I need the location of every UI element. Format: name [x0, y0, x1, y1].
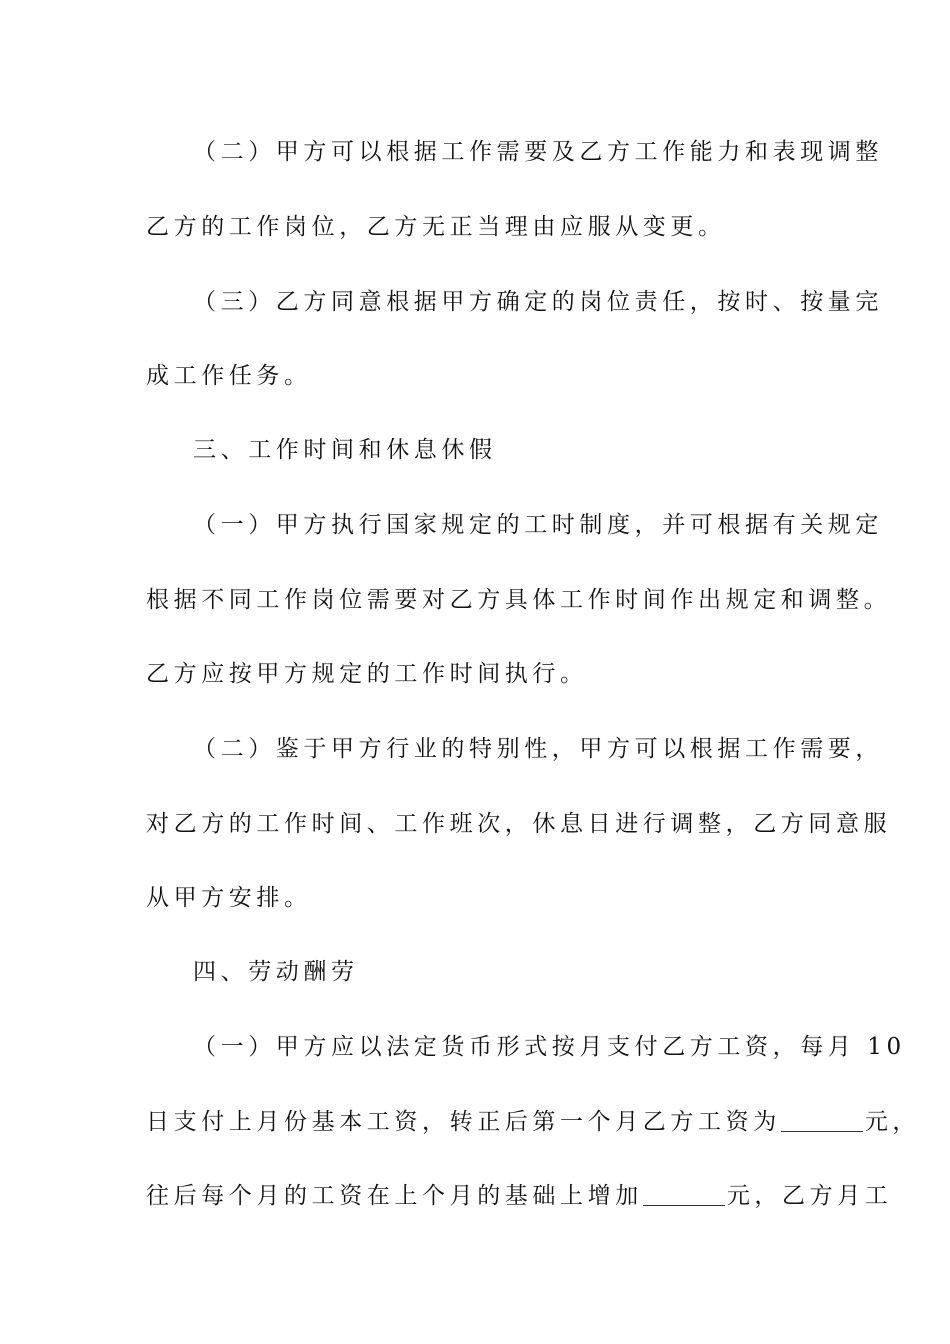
blank-field: [781, 1105, 863, 1132]
text-line: [146, 1102, 921, 1142]
text-line: 从甲方安排。: [146, 885, 312, 911]
text-line: 对乙方的工作时间、工作班次，休息日进行调整，乙方同意服: [146, 811, 892, 837]
text-line: 乙方应按甲方规定的工作时间执行。: [146, 661, 588, 687]
text-line: 成工作任务。: [146, 363, 312, 389]
text-line: （二）鉴于甲方行业的特别性，甲方可以根据工作需要，: [193, 736, 883, 762]
text-segment: 往后每个月的工资在上个月的基础上增加: [146, 1183, 643, 1209]
blank-field: [643, 1179, 725, 1206]
section-heading: 三、工作时间和休息休假: [193, 437, 497, 463]
text-line: 根据不同工作岗位需要对乙方具体工作时间作出规定和调整。: [146, 587, 892, 613]
text-segment: 元，乙方月工: [726, 1183, 893, 1209]
text-line: （一）甲方执行国家规定的工时制度，并可根据有关规定: [193, 512, 883, 538]
text-line: 乙方的工作岗位，乙方无正当理由应服从变更。: [146, 214, 726, 240]
text-line: （三）乙方同意根据甲方确定的岗位责任，按时、按量完: [193, 289, 883, 315]
text-segment: 元，: [864, 1109, 921, 1135]
text-line: （二）甲方可以根据工作需要及乙方工作能力和表现调整: [193, 139, 883, 165]
text-line: （一）甲方应以法定货币形式按月支付乙方工资，每月 10: [193, 1034, 906, 1060]
text-segment: 日支付上月份基本工资，转正后第一个月乙方工资为: [146, 1109, 781, 1135]
section-heading: 四、劳动酬劳: [193, 959, 359, 985]
text-line: [146, 1176, 893, 1216]
